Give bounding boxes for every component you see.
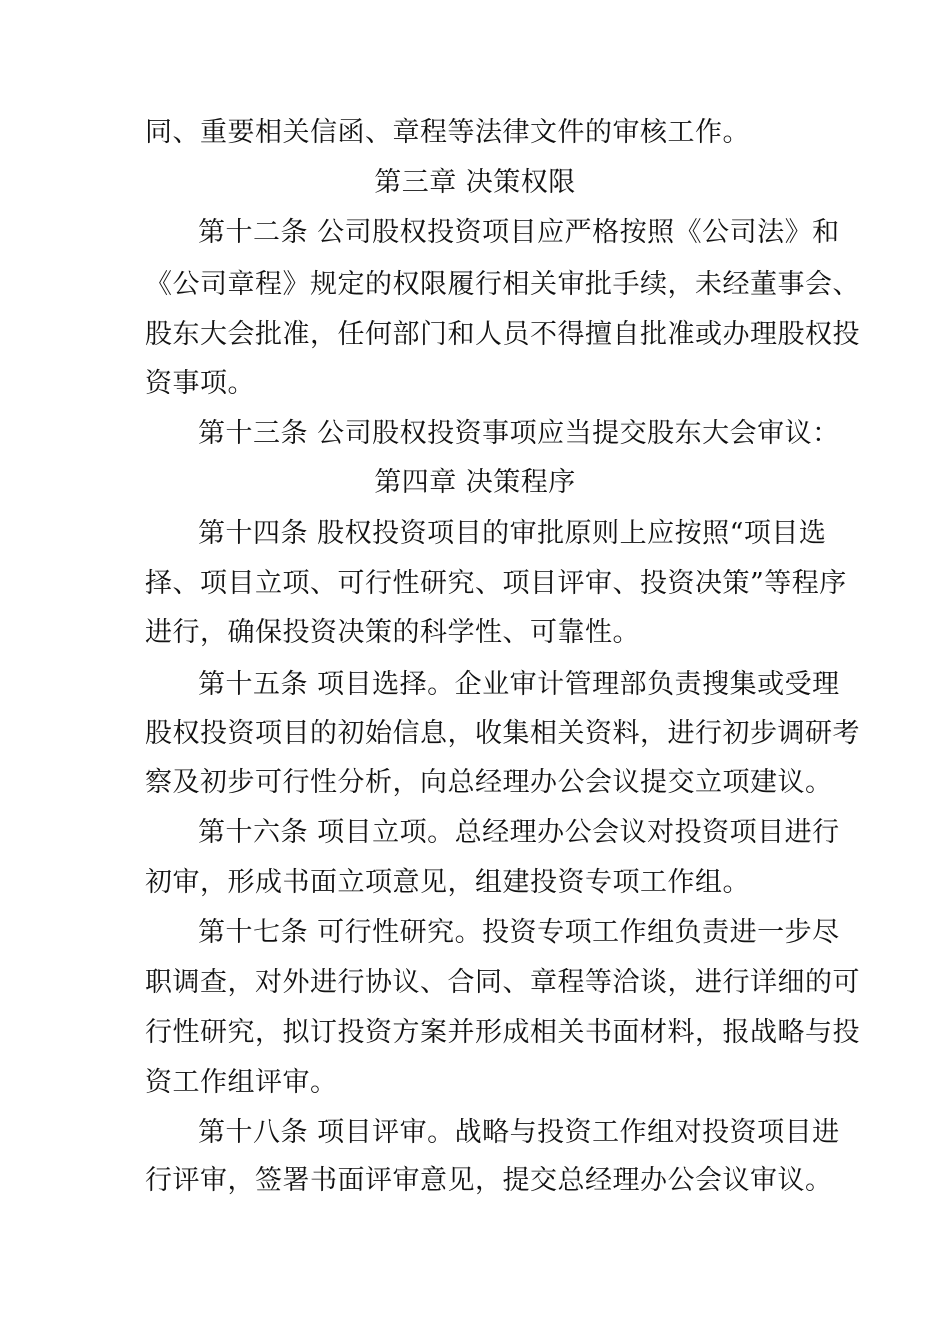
paragraph-line: 初审，形成书面立项意见，组建投资专项工作组。 [145,867,750,898]
paragraph-line: 进行，确保投资决策的科学性、可靠性。 [145,617,640,648]
paragraph-line: 行评审，签署书面评审意见，提交总经理办公会议审议。 [145,1165,833,1196]
article-15-line: 第十五条 项目选择。企业审计管理部负责搜集或受理 [198,669,840,700]
article-18-line: 第十八条 项目评审。战略与投资工作组对投资项目进 [198,1117,840,1148]
paragraph-line: 资事项。 [145,368,255,399]
paragraph-line: 察及初步可行性分析，向总经理办公会议提交立项建议。 [145,767,833,798]
paragraph-line: 股东大会批准，任何部门和人员不得擅自批准或办理股权投 [145,319,860,350]
article-17-line: 第十七条 可行性研究。投资专项工作组负责进一步尽 [198,917,840,948]
paragraph-line: 《公司章程》规定的权限履行相关审批手续，未经董事会、 [145,269,860,300]
chapter-heading: 第三章 决策权限 [374,167,576,198]
article-14-line: 第十四条 股权投资项目的审批原则上应按照“项目选 [198,518,827,549]
paragraph-line: 职调查，对外进行协议、合同、章程等洽谈，进行详细的可 [145,967,860,998]
paragraph-line: 同、重要相关信函、章程等法律文件的审核工作。 [145,117,750,148]
paragraph-line: 择、项目立项、可行性研究、项目评审、投资决策”等程序 [145,568,847,599]
article-13-line: 第十三条 公司股权投资事项应当提交股东大会审议： [198,418,840,449]
paragraph-line: 行性研究，拟订投资方案并形成相关书面材料，报战略与投 [145,1017,860,1048]
paragraph-line: 股权投资项目的初始信息，收集相关资料，进行初步调研考 [145,718,860,749]
article-12-line: 第十二条 公司股权投资项目应严格按照《公司法》和 [198,217,840,248]
chapter-heading: 第四章 决策程序 [374,467,576,498]
paragraph-line: 资工作组评审。 [145,1067,338,1098]
article-16-line: 第十六条 项目立项。总经理办公会议对投资项目进行 [198,817,840,848]
